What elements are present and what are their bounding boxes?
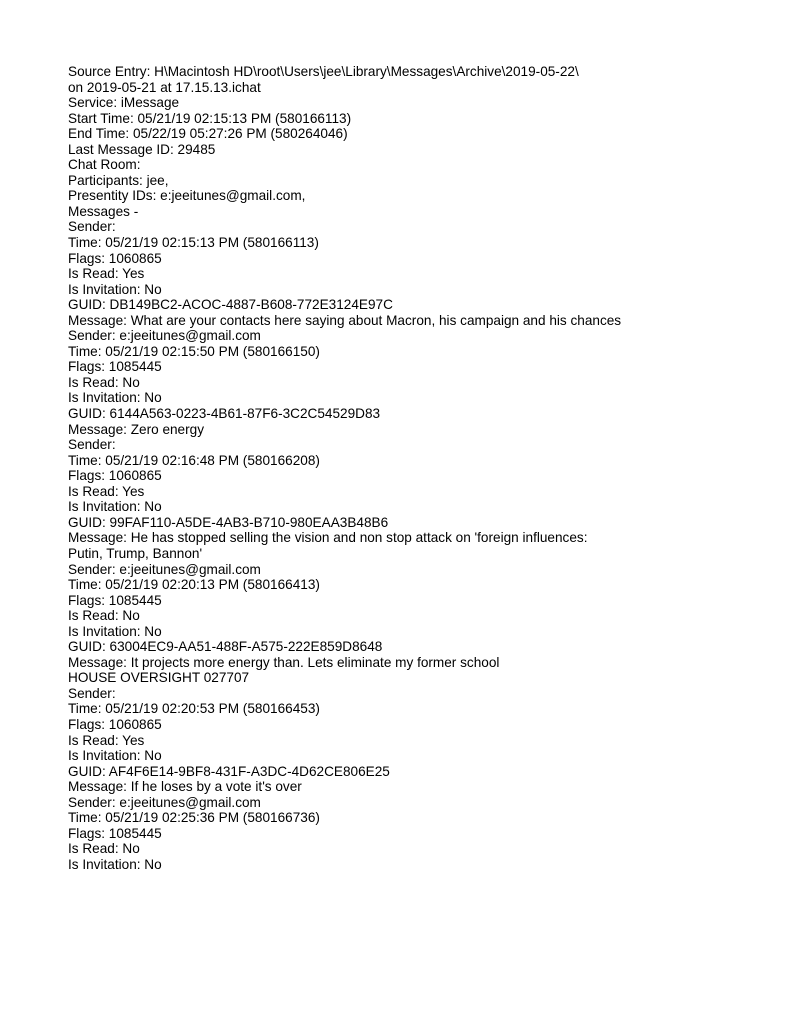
message-guid-line: GUID: 63004EC9-AA51-488F-A575-222E859D8648	[68, 639, 383, 655]
message-flags-line: Flags: 1085445	[68, 592, 162, 608]
message-is-read-line: Is Read: Yes	[68, 266, 145, 282]
message-is-invitation-line: Is Invitation: No	[68, 281, 162, 297]
message-time-line: Time: 05/21/19 02:15:50 PM (580166150)	[68, 343, 320, 359]
message-guid-line: GUID: 99FAF110-A5DE-4AB3-B710-980EAA3B48B6	[68, 514, 389, 530]
message-text-line: Message: Zero energy	[68, 421, 205, 437]
message-time-line: Time: 05/21/19 02:16:48 PM (580166208)	[68, 452, 320, 468]
message-guid-line: GUID: AF4F6E14-9BF8-431F-A3DC-4D62CE806E25	[68, 763, 390, 779]
start-time-line: Start Time: 05/21/19 02:15:13 PM (580166113)	[68, 110, 352, 126]
service-line: Service: iMessage	[68, 95, 180, 111]
message-text-line: Message: It projects more energy than. Lets eliminate my former school	[68, 654, 500, 670]
message-is-read-line: Is Read: Yes	[68, 483, 145, 499]
message-is-read-line: Is Read: Yes	[68, 732, 145, 748]
message-is-read-line: Is Read: No	[68, 841, 140, 857]
message-flags-line: Flags: 1060865	[68, 468, 162, 484]
document-body	[68, 64, 768, 872]
message-sender-line: Sender:	[68, 219, 116, 235]
message-time-line: Time: 05/21/19 02:15:13 PM (580166113)	[68, 235, 319, 251]
message-time-line: Time: 05/21/19 02:25:36 PM (580166736)	[68, 810, 320, 826]
message-flags-line: Flags: 1060865	[68, 250, 162, 266]
message-is-read-line: Is Read: No	[68, 374, 140, 390]
messages-header-line: Messages -	[68, 203, 139, 219]
message-text-line: Message: He has stopped selling the vision and non stop attack on 'foreign influences:	[68, 530, 588, 546]
message-sender-line: Sender:	[68, 437, 116, 453]
chat-room-line: Chat Room:	[68, 157, 141, 173]
message-flags-line: Flags: 1085445	[68, 359, 162, 375]
page-stamp-line: HOUSE OVERSIGHT 027707	[68, 670, 250, 686]
message-is-read-line: Is Read: No	[68, 608, 140, 624]
message-time-line: Time: 05/21/19 02:20:53 PM (580166453)	[68, 701, 320, 717]
message-sender-line: Sender:	[68, 685, 116, 701]
message-is-invitation-line: Is Invitation: No	[68, 390, 162, 406]
message-is-invitation-line: Is Invitation: No	[68, 856, 162, 872]
message-is-invitation-line: Is Invitation: No	[68, 623, 162, 639]
message-is-invitation-line: Is Invitation: No	[68, 499, 162, 515]
message-sender-line: Sender: e:jeeitunes@gmail.com	[68, 794, 261, 810]
presentity-ids-line: Presentity IDs: e:jeeitunes@gmail.com,	[68, 188, 306, 204]
source-entry-line: Source Entry: H\Macintosh HD\root\Users\jee\Library\Messages\Archive\2019-05-22\	[68, 64, 579, 79]
end-time-line: End Time: 05/22/19 05:27:26 PM (580264046)	[68, 126, 348, 142]
source-entry-date-line: on 2019-05-21 at 17.15.13.ichat	[68, 79, 261, 95]
participants-line: Participants: jee,	[68, 172, 169, 188]
message-text-continuation-line: Putin, Trump, Bannon'	[68, 545, 203, 561]
message-text-line: Message: If he loses by a vote it's over	[68, 779, 302, 795]
message-flags-line: Flags: 1060865	[68, 716, 162, 732]
message-sender-line: Sender: e:jeeitunes@gmail.com	[68, 561, 261, 577]
message-guid-line: GUID: DB149BC2-ACOC-4887-B608-772E3124E97C	[68, 297, 393, 313]
message-text-line: Message: What are your contacts here saying about Macron, his campaign and his chances	[68, 312, 622, 328]
message-guid-line: GUID: 6144A563-0223-4B61-87F6-3C2C54529D83	[68, 406, 381, 422]
message-time-line: Time: 05/21/19 02:20:13 PM (580166413)	[68, 577, 320, 593]
message-is-invitation-line: Is Invitation: No	[68, 748, 162, 764]
message-flags-line: Flags: 1085445	[68, 825, 162, 841]
message-sender-line: Sender: e:jeeitunes@gmail.com	[68, 328, 261, 344]
last-message-id-line: Last Message ID: 29485	[68, 141, 216, 157]
